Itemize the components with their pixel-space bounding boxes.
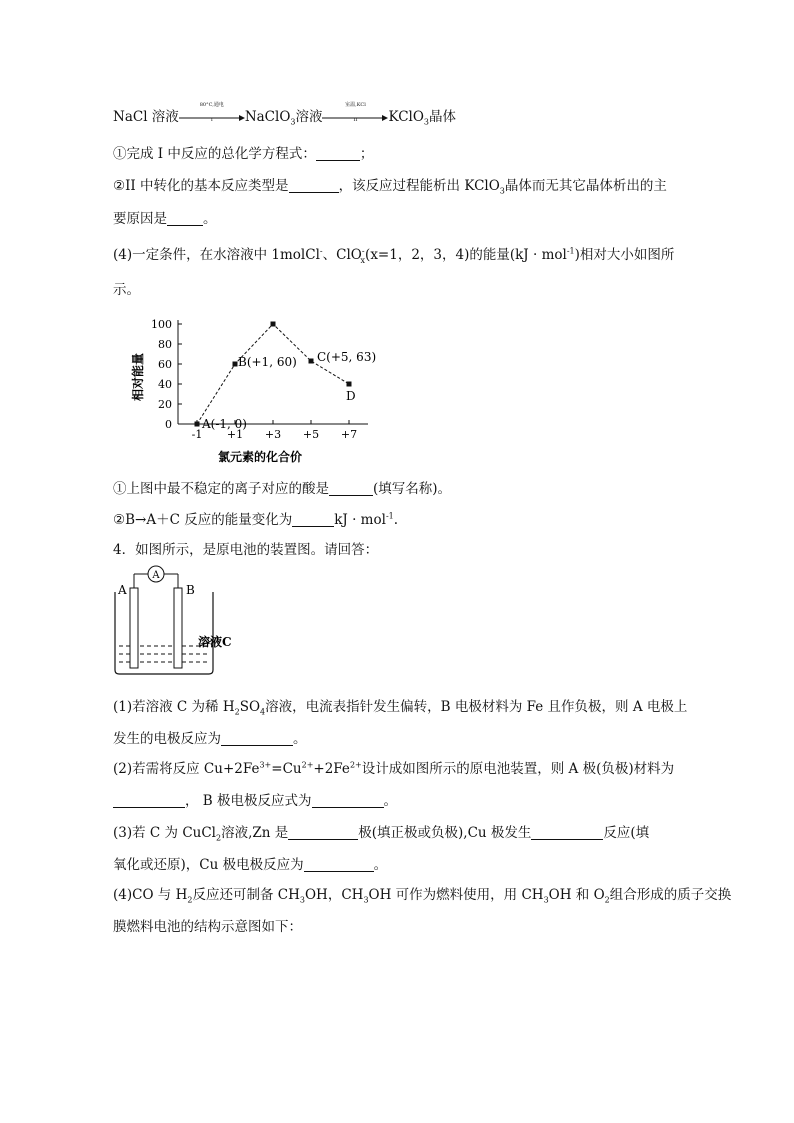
q4-p3-cont: 氧化或还原)，Cu 极电极反应为 。 [113, 857, 388, 873]
data-label: A(-1, 0) [202, 417, 247, 431]
y-tick-label: 80 [158, 338, 172, 351]
process-mid: NaClO$_3$溶液 [244, 109, 323, 127]
q4-p1-cont: 发生的电极反应为 。 [113, 731, 307, 747]
ammeter-label: A [152, 570, 160, 581]
y-axis-label: 相对能量 [131, 352, 145, 402]
y-axis-title [130, 353, 145, 401]
q4-line2: 示。 [113, 282, 140, 298]
answer-blank[interactable] [312, 793, 384, 808]
section4-heading: 4．如图所示，是原电池的装置图。请回答： [113, 542, 379, 558]
data-label: D [346, 389, 356, 403]
y-tick-label: 100 [151, 318, 172, 331]
y-tick-label: 0 [165, 418, 172, 431]
answer-blank[interactable] [292, 512, 334, 527]
process-flow [113, 101, 457, 127]
data-point [271, 322, 276, 327]
q4-p1: (1)若溶液 C 为稀 $H_2SO_4$溶液，电流表指针发生偏转，B 电极材料为 Fe 且作负极，则 A 电极上 [113, 699, 688, 717]
x-tick-label: +7 [340, 428, 358, 441]
answer-blank[interactable] [304, 857, 374, 872]
q4-p4: (4)CO 与 $H_2$反应还可制备 $CH_3OH$，$CH_3OH$ 可作为燃料使用，用 $CH_3OH$ 和 $O_2$组合形成的质子交换 [113, 887, 732, 905]
electrode-b [174, 588, 182, 668]
q3-item1: ①完成 I 中反应的总化学方程式： ； [113, 146, 374, 162]
galvanic-cell-figure [112, 562, 252, 680]
series-line [197, 324, 349, 424]
x-tick-label: -1 [191, 428, 203, 441]
solution-label: 溶液C [198, 635, 232, 649]
y-tick-label: 60 [158, 358, 172, 371]
x-tick-label: +5 [302, 428, 320, 441]
y-tick-label: 40 [158, 378, 172, 391]
q4-p2: (2)若需将反应 $Cu+2Fe^{3+}=Cu^{2+}+2Fe^{2+}$设计成如图所示的原电池装置，则 A 极(负极)材料为 [113, 760, 675, 777]
arrow1-step: I [210, 116, 213, 123]
arrow2-step: II [353, 116, 358, 123]
arrow2-condition: 室温,KCl [345, 101, 366, 108]
arrow1-condition: 80°C,通电 [199, 101, 224, 108]
answer-blank[interactable] [531, 825, 603, 840]
q4-line1: (4)一定条件，在水溶液中 1molCl-、ClO-$_x$(x=1，2，3，4)的能量(kJ · mol$^{-1}$)相对大小如图所 [113, 246, 675, 265]
answer-blank[interactable] [221, 731, 293, 746]
data-point [309, 359, 314, 364]
process-end: KClO$_3$晶体 [388, 109, 457, 127]
electrode-a-label: A [118, 583, 127, 597]
x-tick-label: +1 [226, 428, 244, 441]
q3-item2: ②II 中转化的基本反应类型是 ，该反应过程能析出 KClO$_3$晶体而无其它晶体析出的主 [113, 178, 667, 196]
q3-item2-cont: 要原因是 。 [113, 211, 217, 227]
answer-blank[interactable] [329, 481, 373, 496]
arrow-step-2 [322, 101, 388, 125]
data-label: B(+1, 60) [238, 355, 297, 369]
q4-p2-cont: ， B 极电极反应式为 。 [113, 792, 397, 810]
data-label: C(+5, 63) [317, 350, 377, 364]
answer-blank[interactable] [113, 793, 185, 808]
arrow-step-1 [179, 101, 245, 125]
x-axis-label: 氯元素的化合价 [217, 450, 303, 464]
answer-blank[interactable] [289, 178, 339, 193]
x-tick-label: +3 [264, 428, 282, 441]
electrode-a [130, 588, 138, 668]
data-point [347, 382, 352, 387]
answer-blank[interactable] [316, 146, 360, 161]
process-start: NaCl 溶液 [113, 109, 179, 125]
data-point [233, 362, 238, 367]
answer-blank[interactable] [288, 825, 358, 840]
answer-blank[interactable] [167, 211, 203, 226]
q4-sub1: ①上图中最不稳定的离子对应的酸是 (填写名称)。 [113, 481, 452, 497]
y-tick-label: 20 [158, 398, 172, 411]
q4-sub2: ②B→A＋C 反应的能量变化为 kJ · mol$^{-1}$. [113, 511, 399, 528]
electrode-b-label: B [186, 583, 195, 597]
q4-p4-cont: 膜燃料电池的结构示意图如下： [113, 919, 302, 935]
data-point [195, 422, 200, 427]
energy-chart [128, 310, 378, 465]
q4-p3: (3)若 C 为 CuCl$_2$溶液,Zn 是 极(填正极或负极),Cu 极发生 反应(填 [113, 825, 650, 843]
